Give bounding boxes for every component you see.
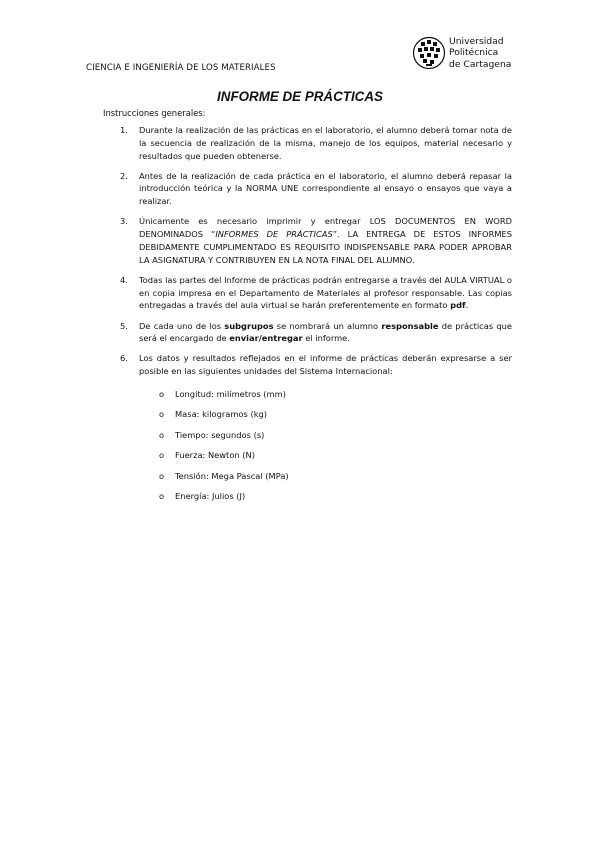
item-text-bold: responsable — [381, 320, 439, 331]
unit-text: Longitud: milímetros (mm) — [175, 389, 286, 400]
item-text — [139, 216, 512, 264]
item-text-part: De cada uno de los — [139, 320, 225, 331]
list-item — [120, 352, 512, 502]
bullet-icon: o — [159, 470, 165, 481]
list-item — [120, 170, 512, 208]
item-number: 1. — [120, 125, 128, 135]
item-number: 4. — [120, 274, 128, 285]
item-text-bold: enviar/entregar — [229, 333, 303, 344]
university-line-2: Politécnica — [449, 47, 499, 59]
item-text-start: Todas las partes del Informe de prácticas podrán entregarse a través del AULA VIRTUAL o en copia impresa en el Departamento de Materiales al profesor responsable. Las copias entregadas a través del aula virtual se harán preferentemente en formato — [139, 274, 512, 311]
unit-text: Tensión: Mega Pascal (MPa) — [175, 470, 289, 481]
instructions-intro: Instrucciones generales: — [103, 108, 206, 118]
unit-item — [139, 470, 512, 482]
item-text: Antes de la realización de cada práctica en el laboratorio, el alumno deberá repasar la introducción teórica y la NORMA UNE correspondiente al ensayo o ensayos que vaya a realizar. — [139, 170, 512, 207]
unit-item — [139, 490, 512, 502]
item-text-start: Únicamente es necesario imprimir y entregar LOS DOCUMENTOS EN WORD DENOMINADOS “ — [139, 216, 512, 240]
list-item — [120, 124, 512, 162]
item-text-bold: pdf — [450, 300, 466, 311]
item-text — [139, 321, 512, 344]
university-emblem-icon — [412, 36, 446, 70]
item-text: Los datos y resultados reflejados en el informe de prácticas deberán expresarse a ser posible en las siguientes unidades del Sistema Internacional: — [139, 353, 512, 377]
item-text-part: el informe. — [302, 333, 350, 344]
item-text-end: ”. LA ENTREGA DE ESTOS INFORMES DEBIDAMENTE CUMPLIMENTADO ES REQUISITO INDISPENSABLE PARA PODER APROBAR LA ASIGNATURA Y CONTRIBUYEN EN LA NOTA FINAL DEL ALUMNO. — [139, 229, 512, 265]
list-item — [120, 215, 512, 266]
bullet-icon: o — [159, 389, 165, 400]
unit-text: Tiempo: segundos (s) — [175, 429, 265, 440]
unit-item — [139, 408, 512, 420]
unit-text: Energía: Julios (J) — [175, 490, 246, 501]
item-text-bold: subgrupos — [224, 320, 274, 331]
page-title: INFORME DE PRÁCTICAS — [217, 89, 383, 104]
item-text: Durante la realización de las prácticas en el laboratorio, el alumno deberá tomar nota de la secuencia de realización de la misma, manejo de los equipos, material necesario y resultados que pueden obtenerse. — [139, 125, 512, 161]
units-list — [139, 388, 512, 502]
unit-item — [139, 388, 512, 400]
list-item — [120, 274, 512, 312]
university-name — [449, 36, 511, 70]
unit-item — [139, 429, 512, 441]
list-item — [120, 320, 513, 346]
item-number: 6. — [120, 353, 128, 364]
bullet-icon: o — [159, 450, 165, 461]
university-line-1: Universidad — [449, 36, 504, 47]
item-text-part: se nombrará un alumno — [273, 320, 382, 331]
item-number: 3. — [120, 216, 128, 227]
unit-text: Fuerza: Newton (N) — [175, 450, 255, 461]
unit-text: Masa: kilogramos (kg) — [175, 409, 267, 420]
item-text-emphasis: INFORMES DE PRÁCTICAS — [215, 229, 333, 240]
bullet-icon: o — [159, 429, 165, 440]
bullet-icon: o — [159, 409, 165, 420]
item-number: 2. — [120, 170, 128, 181]
university-line-3: de Cartagena — [449, 58, 512, 70]
item-text-part: de prácticas que será el encargado de — [139, 320, 513, 344]
item-number: 5. — [120, 320, 128, 331]
university-logo — [412, 36, 522, 74]
course-header: CIENCIA E INGENIERÍA DE LOS MATERIALES — [86, 63, 276, 73]
item-text-end: . — [465, 300, 469, 311]
item-text — [139, 275, 512, 311]
instructions-list — [120, 124, 513, 510]
unit-item — [139, 449, 512, 461]
bullet-icon: o — [159, 490, 165, 501]
